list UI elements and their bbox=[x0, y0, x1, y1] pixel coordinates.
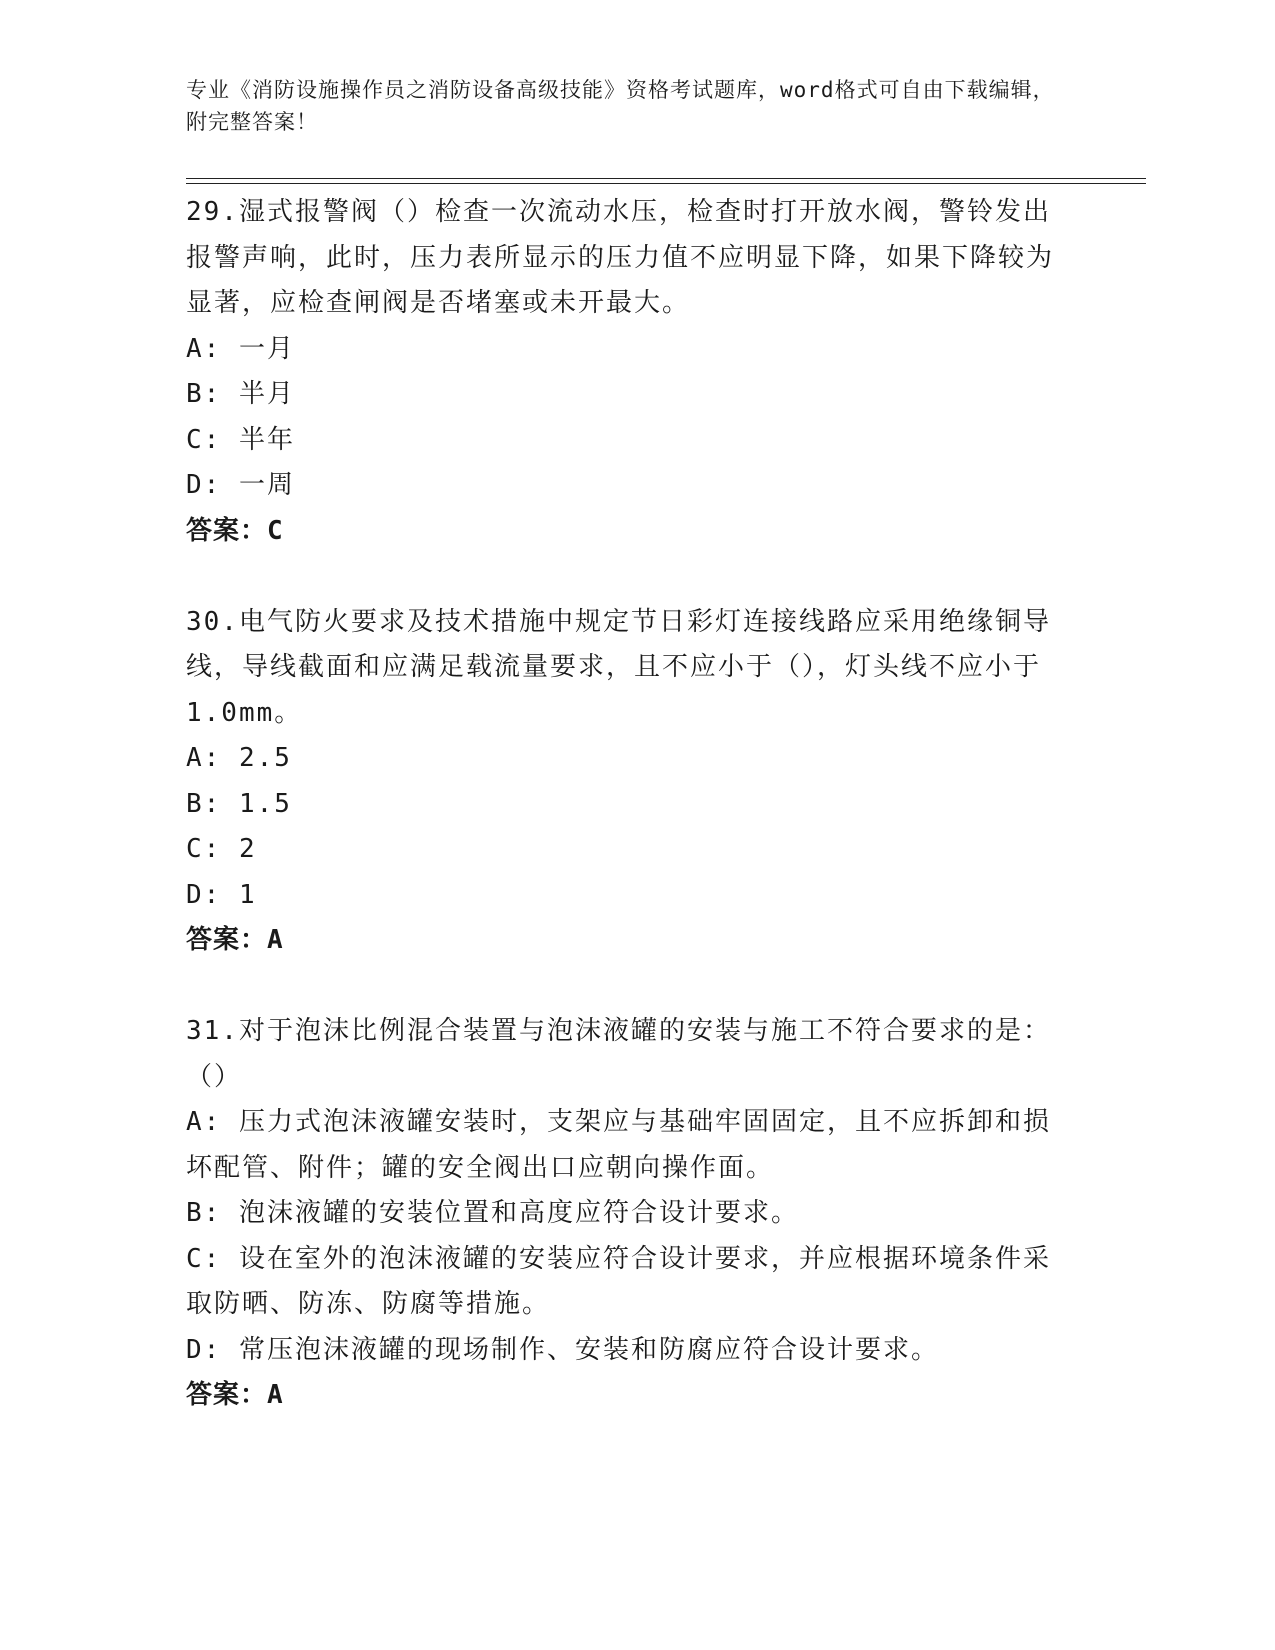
option-d: D: 1 bbox=[186, 879, 257, 910]
option-a: A: 2.5 bbox=[186, 743, 292, 773]
option-b: B: 泡沫液罐的安装位置和高度应符合设计要求。 bbox=[186, 1198, 799, 1228]
option-a: A: 一月 bbox=[186, 333, 295, 364]
question-spacer bbox=[186, 964, 1076, 1010]
option-d: D: 一周 bbox=[186, 470, 295, 500]
question-29 bbox=[186, 190, 1076, 554]
question-30 bbox=[186, 600, 1076, 964]
question-text: 31.对于泡沫比例混合装置与泡沫液罐的安装与施工不符合要求的是：（） bbox=[186, 1016, 1051, 1092]
question-text: 30.电气防火要求及技术措施中规定节日彩灯连接线路应采用绝缘铜导线，导线截面和应满足载流量要求，且不应小于（），灯头线不应小于1.0mm。 bbox=[186, 606, 1051, 728]
document-header: 专业《消防设施操作员之消防设备高级技能》资格考试题库，word格式可自由下载编辑，附完整答案！ bbox=[186, 78, 1055, 134]
question-text: 29.湿式报警阀（）检查一次流动水压，检查时打开放水阀，警铃发出报警声响，此时，压力表所显示的压力值不应明显下降，如果下降较为显著，应检查闸阀是否堵塞或未开最大。 bbox=[186, 197, 1055, 318]
question-spacer bbox=[186, 554, 1076, 600]
answer-label: 答案：A bbox=[186, 1380, 284, 1410]
question-list bbox=[186, 190, 1076, 1419]
option-a: A: 压力式泡沫液罐安装时，支架应与基础牢固固定，且不应拆卸和损坏配管、附件；罐的安全阀出口应朝向操作面。 bbox=[186, 1107, 1051, 1183]
answer-label: 答案：A bbox=[186, 925, 284, 955]
question-31 bbox=[186, 1009, 1076, 1419]
option-c: C: 设在室外的泡沫液罐的安装应符合设计要求，并应根据环境条件采取防晒、防冻、防腐等措施。 bbox=[186, 1243, 1051, 1319]
option-d: D: 常压泡沫液罐的现场制作、安装和防腐应符合设计要求。 bbox=[186, 1334, 939, 1365]
header-rule-top bbox=[186, 178, 1146, 179]
answer-label: 答案：C bbox=[186, 515, 284, 546]
option-c: C: 2 bbox=[186, 834, 257, 864]
option-b: B: 1.5 bbox=[186, 788, 292, 819]
option-c: C: 半年 bbox=[186, 424, 295, 455]
header-rule-bottom bbox=[186, 183, 1146, 184]
option-b: B: 半月 bbox=[186, 379, 295, 409]
